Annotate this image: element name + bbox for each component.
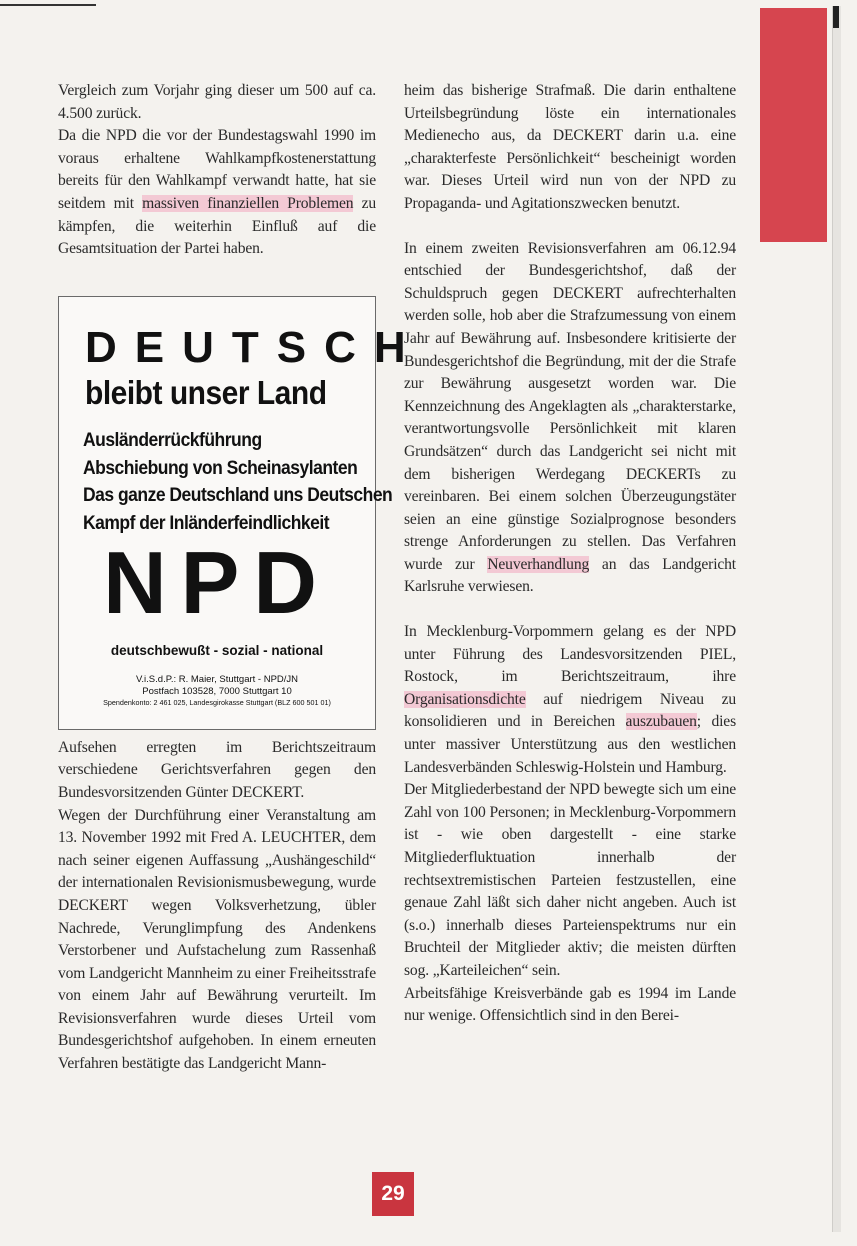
left-p2-text-end: zu kämpfen, die weiterhin Einfluß auf die Gesamtsituation der Partei haben.: [58, 194, 376, 258]
advert-slogan: Ausländerrückführung: [83, 428, 262, 451]
advert-imprint: [59, 674, 375, 709]
paragraph-gap: [404, 599, 736, 621]
advert-imprint-line: Spendenkonto: 2 461 025, Landesgirokasse Stuttgart (BLZ 600 501 01): [103, 698, 331, 707]
advert-imprint-line: V.i.S.d.P.: R. Maier, Stuttgart - NPD/JN: [135, 674, 299, 685]
chapter-tab-marker: [760, 8, 827, 242]
top-corner-rule: [0, 4, 96, 6]
page-edge-bar: [832, 6, 841, 1232]
right-paragraph-5: Arbeitsfähige Kreisverbände gab es 1994 im Lande nur wenige. Offensichtlich sind in den Berei-: [404, 984, 736, 1025]
npd-logo: NPD: [103, 533, 331, 632]
advert-slogan: Das ganze Deutschland uns Deutschen: [83, 483, 393, 506]
highlight-organisationsdichte: Organisationsdichte: [404, 690, 526, 708]
right-column: [404, 80, 736, 1028]
advert-imprint-line: Postfach 103528, 7000 Stuttgart 10: [142, 685, 292, 697]
page-number: 29: [372, 1172, 414, 1216]
advert-tagline: deutschbewußt - sozial - national: [110, 643, 324, 658]
right-p3-text-end: ; dies unter massiver Unterstützung aus den westlichen Landesverbänden Schleswig-Holstein und Hamburg.: [404, 713, 736, 776]
highlight-auszubauen: auszubauen: [625, 713, 697, 731]
left-paragraph-1: Vergleich zum Vorjahr ging dieser um 500 auf ca. 4.500 zurück.: [58, 82, 376, 122]
npd-advertisement: [58, 296, 424, 730]
right-p3-text-start: In Mecklenburg-Vorpommern gelang es der NPD unter Führung des Landesvorsitzenden PIEL, Rostock, im Berichtszeitraum, ihre: [404, 623, 736, 686]
advert-slogan: Abschiebung von Scheinasylanten: [83, 455, 358, 478]
right-p2-text-start: In einem zweiten Revisionsverfahren am 06.12.94 entschied der Bundesgerichtshof, daß der Schuldspruch gegen DECKERT aufrechterhalten werden solle, hob aber die Strafzumessung von einem Jahr auf Bewährung auf. Insbesondere kritisierte der Bundesgerichtshof die Begründung, mit der die Strafe zur Bewährung ausgesetzt worden war. Die Kennzeichnung des Angeklagten als „charakterstarke, verantwortungsvolle Persönlichkeit mit klaren Grundsätzen“ durch das Landgericht sei nicht mit dem bisherigen Werdegang DECKERTs zu vereinbaren. Bei einem solchen Überzeugungstäter seien an eine günstige Sozialprognose besonders strenge Anforderungen zu stellen. Das Verfahren wurde zur: [404, 239, 736, 573]
right-p3-text-middle: auf niedrigem Niveau zu konsolidieren und in Bereichen: [404, 690, 736, 731]
highlight-finanzielle-probleme: massiven finanziellen Problemen: [142, 194, 354, 212]
advert-headline-bleibt: bleibt unser Land: [85, 375, 327, 412]
right-paragraph-1: heim das bisherige Strafmaß. Die darin enthaltene Urteilsbegründung löste ein internationales Medienecho aus, da DECKERT darin u.a. eine „charakterfeste Persönlichkeit“ bescheinigt worden war. Dieses Urteil wird nun von der NPD zu Propaganda- und Agitationszwecken benutzt.: [404, 82, 736, 212]
advert-slogan: Kampf der Inländerfeindlichkeit: [83, 510, 330, 533]
advert-slogan-list: [83, 425, 392, 535]
left-p2-text-start: Da die NPD die vor der Bundestagswahl 1990 im voraus erhaltene Wahlkampfkostenerstattung bereits für den Wahlkampf verwandt hatte, hat sie seitdem mit: [58, 127, 376, 212]
right-paragraph-4: Der Mitgliederbestand der NPD bewegte sich um eine Zahl von 100 Personen; in Mecklenburg-Vorpommern ist - wie oben dargestellt - eine starke Mitgliederfluktuation innerhalb der rechtsextremistischen Parteien festzustellen, eine genaue Zahl läßt sich daher nicht angeben. Auch ist (s.o.) innerhalb dieses Parteienspektrums nur ein Bruchteil der Mitglieder aktiv; die meisten dürften sog. „Karteileichen“ sein.: [404, 781, 736, 979]
right-p2-text-end: an das Landgericht Karlsruhe verwiesen.: [404, 555, 736, 596]
right-paragraph-2: [404, 238, 736, 600]
paragraph-gap: [404, 216, 736, 238]
advert-headline-deutsch: DEUTSCH: [85, 323, 424, 372]
left-paragraph-3: Aufsehen erregten im Berichtszeitraum verschiedene Gerichtsverfahren gegen den Bundesvorsitzenden Günter DECKERT.: [58, 738, 376, 801]
left-paragraph-2: [58, 125, 376, 261]
page-edge-bar-cap: [833, 6, 839, 28]
left-paragraph-4: Wegen der Durchführung einer Veranstaltung am 13. November 1992 mit Fred A. LEUCHTER, dem nach seiner eigenen Auffassung „Aushängeschild“ der internationalen Revisionismusbewegung, wurde DECKERT wegen Volksverhetzung, übler Nachrede, Verunglimpfung des Andenkens Verstorbener und Aufstachelung zum Rassenhaß vom Landgericht Mannheim zu einer Freiheitsstrafe von einem Jahr auf Bewährung verurteilt. Im Revisionsverfahren wurde dieses Urteil vom Bundesgerichtshof aufgehoben. In einem erneuten Verfahren bestätigte das Landgericht Mann-: [58, 806, 376, 1073]
right-paragraph-3: [404, 621, 736, 779]
highlight-neuverhandlung: Neuverhandlung: [487, 555, 590, 573]
